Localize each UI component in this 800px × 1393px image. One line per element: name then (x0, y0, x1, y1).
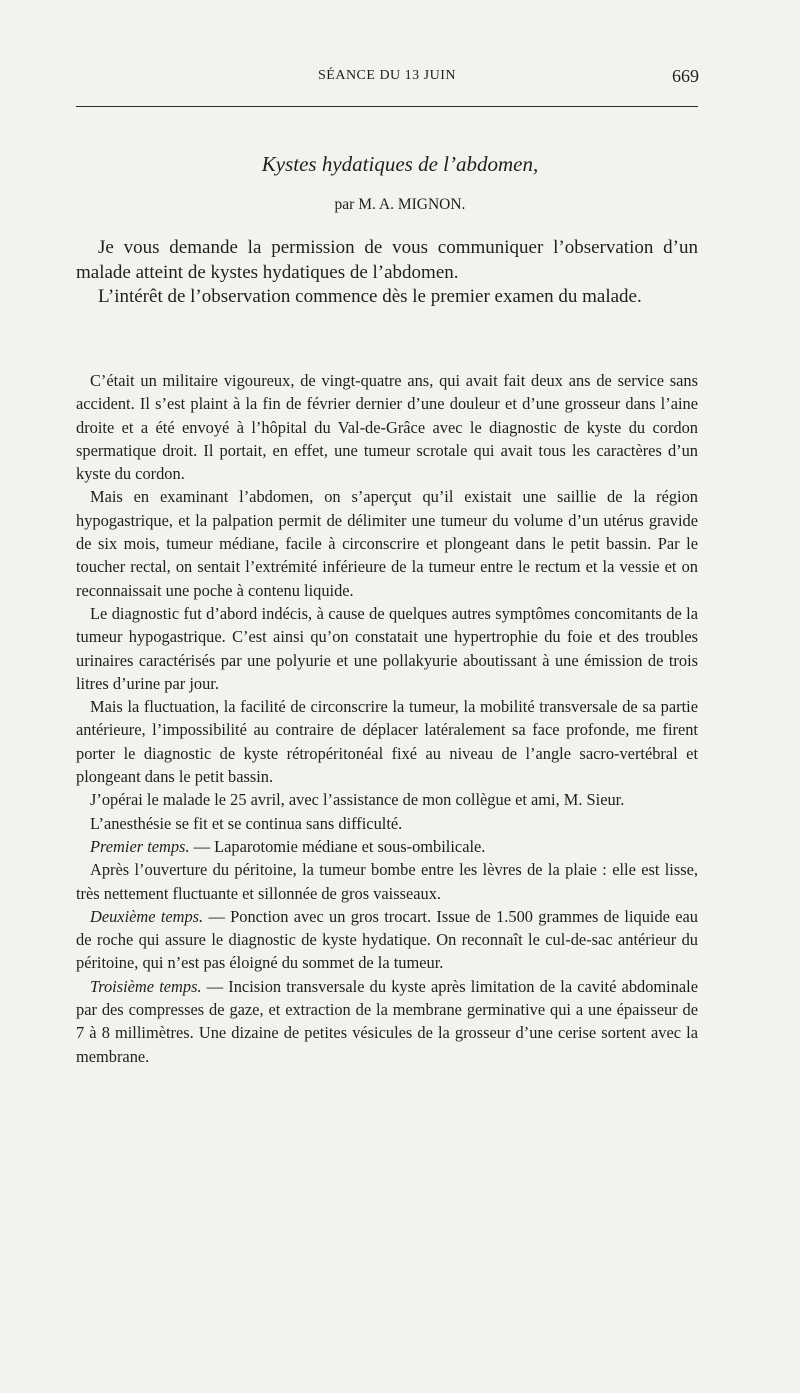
body-section (76, 369, 698, 1068)
step-text: — Ponction avec un gros trocart. Issue de 1.500 grammes de liquide eau de roche qui assure le diagnostic de kyste hydatique. On reconnaît le cul-de-sac antérieur du péritoine, qui n’est pas éloigné du sommet de la tumeur. (76, 906, 698, 973)
running-title: SÉANCE DU 13 JUIN (318, 68, 456, 83)
step-label: Premier temps. (90, 836, 190, 856)
body-paragraph: L’anesthésie se fit et se continua sans difficulté. (90, 813, 403, 833)
step-label: Deuxième temps. (90, 906, 204, 926)
header-rule (76, 106, 698, 107)
step-text: Après l’ouverture du péritoine, la tumeur bombe entre les lèvres de la plaie : elle est lisse, très nettement fluctuante et sillonnée de gros vaisseaux. (76, 860, 698, 903)
body-paragraph: J’opérai le malade le 25 avril, avec l’assistance de mon collègue et ami, M. Sieur. (90, 790, 625, 810)
step-paragraph (76, 858, 698, 905)
intro-paragraph: Je vous demande la permission de vous communiquer l’observation d’un malade atteint de kystes hydatiques de l’abdomen. (76, 237, 698, 283)
step-paragraph (76, 975, 698, 1068)
page-number: 669 (672, 66, 699, 86)
step-paragraph (76, 905, 698, 975)
intro-section (76, 236, 698, 310)
article-title: Kystes hydatiques de l’abdomen, (261, 152, 539, 176)
step-paragraph (76, 835, 698, 858)
running-header (75, 68, 699, 92)
body-paragraph: Le diagnostic fut d’abord indécis, à cause de quelques autres symptômes concomitants de la tumeur hypogastrique. C’est ainsi qu’on constatait une hypertrophie du foie et des troubles urinaires caractérisés par une polyurie et une pollakyurie aboutissant à une émission de trois litres d’urine par jour. (76, 603, 698, 693)
body-paragraph: Mais en examinant l’abdomen, on s’aperçut qu’il existait une saillie de la région hypogastrique, et la palpation permit de délimiter une tumeur du volume d’un utérus gravide de six mois, tumeur médiane, facile à circonscrire et plongeant dans le petit bassin. Par le toucher rectal, on sentait l’extrémité inférieure de la tumeur entre le rectum et la vessie et on reconnaissait une poche à contenu liquide. (76, 487, 698, 600)
body-paragraph: Mais la fluctuation, la facilité de circonscrire la tumeur, la mobilité transversale de sa partie antérieure, l’impossibilité au contraire de déplacer latéralement sa face profonde, me firent porter le diagnostic de kyste rétropéritonéal fixé au niveau de l’angle sacro-vertébral et plongeant dans le petit bassin. (76, 697, 698, 787)
step-text: — Incision transversale du kyste après limitation de la cavité abdominale par des compresses de gaze, et extraction de la membrane germinative qui a une épaisseur de 7 à 8 millimètres. Une dizaine de petites vésicules de la grosseur d’une cerise sortent avec la membrane. (76, 976, 699, 1066)
step-label: Troisième temps. (90, 976, 202, 996)
body-paragraph: C’était un militaire vigoureux, de vingt-quatre ans, qui avait fait deux ans de service sans accident. Il s’est plaint à la fin de février dernier d’une douleur et d’une grosseur dans l’aine droite et a été envoyé à l’hôpital du Val-de-Grâce avec le diagnostic de kyste du cordon spermatique droit. Il portait, en effet, une tumeur scrotale qui avait tous les caractères d’un kyste du cordon. (76, 371, 698, 484)
intro-paragraph: L’intérêt de l’observation commence dès le premier examen du malade. (98, 286, 642, 307)
byline: par M. A. MIGNON. (334, 196, 466, 213)
step-text: — Laparotomie médiane et sous-ombilicale. (189, 836, 486, 856)
